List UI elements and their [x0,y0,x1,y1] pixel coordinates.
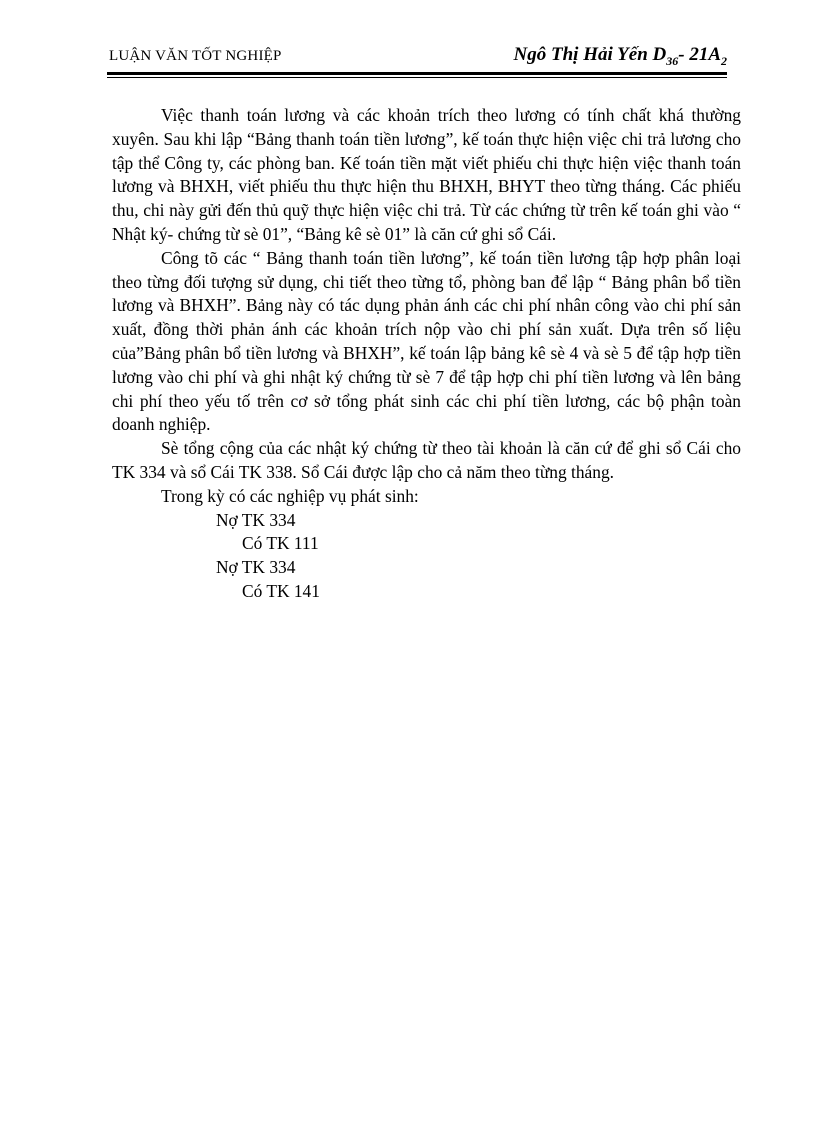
header-rule-thin [107,77,727,78]
entry-2-credit: Có TK 141 [242,580,320,601]
author-subscript-1: 36 [666,54,679,68]
header-author [514,44,727,69]
paragraph-3: Sè tổng cộng của các nhật ký chứng từ theo tài khoản là căn cứ để ghi sổ Cái cho TK 334 và sổ Cái TK 338. Sổ Cái được lập cho cả năm theo từng tháng. [112,438,741,482]
entry-1-credit: Có TK 111 [242,533,319,554]
intro-line: Trong kỳ có các nghiệp vụ phát sinh: [161,485,419,506]
header-rule-thick [107,72,727,75]
author-class: - 21A [678,44,721,65]
author-name: Ngô Thị Hải Yến D [513,44,667,65]
paragraph-1: Việc thanh toán lương và các khoản trích theo lương có tính chất khá thường xuyên. Sau khi lập “Bảng thanh toán tiền lương”, kế toán thực hiện việc chi trả lương cho tập thể Công ty, các phòng ban. Kế toán tiền mặt viết phiếu chi thực hiện việc thanh toán lương và BHXH, viết phiếu thu thực hiện thu BHXH, BHYT theo từng tháng. Các phiếu thu, chi này gửi đến thủ quỹ thực hiện việc chi trả. Từ các chứng từ trên kế toán ghi vào “ Nhật ký- chứng từ sè 01”, “Bảng kê sè 01” là căn cứ ghi sổ Cái. [112,105,741,244]
entry-1-debit: Nợ TK 334 [216,509,296,530]
header-title: LUẬN VĂN TỐT NGHIỆP [109,48,282,64]
body-text [112,104,741,604]
author-subscript-2: 2 [721,54,727,68]
paragraph-2: Công tõ các “ Bảng thanh toán tiền lương”, kế toán tiền lương tập hợp phân loại theo từng đối tượng sử dụng, chi tiết theo từng tổ, phòng ban để lập “ Bảng phân bổ tiền lương và BHXH”. Bảng này có tác dụng phản ánh các chi phí nhân công vào chi phí sản xuất, đồng thời phản ánh các khoản trích nộp vào chi phí sản xuất. Dựa trên số liệu của”Bảng phân bổ tiền lương và BHXH”, kế toán lập bảng kê sè 4 và sè 5 để tập hợp tiền lương vào chi phí và ghi nhật ký chứng từ sè 7 để tập hợp chi phí tiền lương và lên bảng chi phí theo yếu tố trên cơ sở tổng phát sinh các chi phí tiền lương, các bộ phận toàn doanh nghiệp. [112,247,741,435]
page-header [107,40,727,74]
entry-2-debit: Nợ TK 334 [216,557,296,578]
